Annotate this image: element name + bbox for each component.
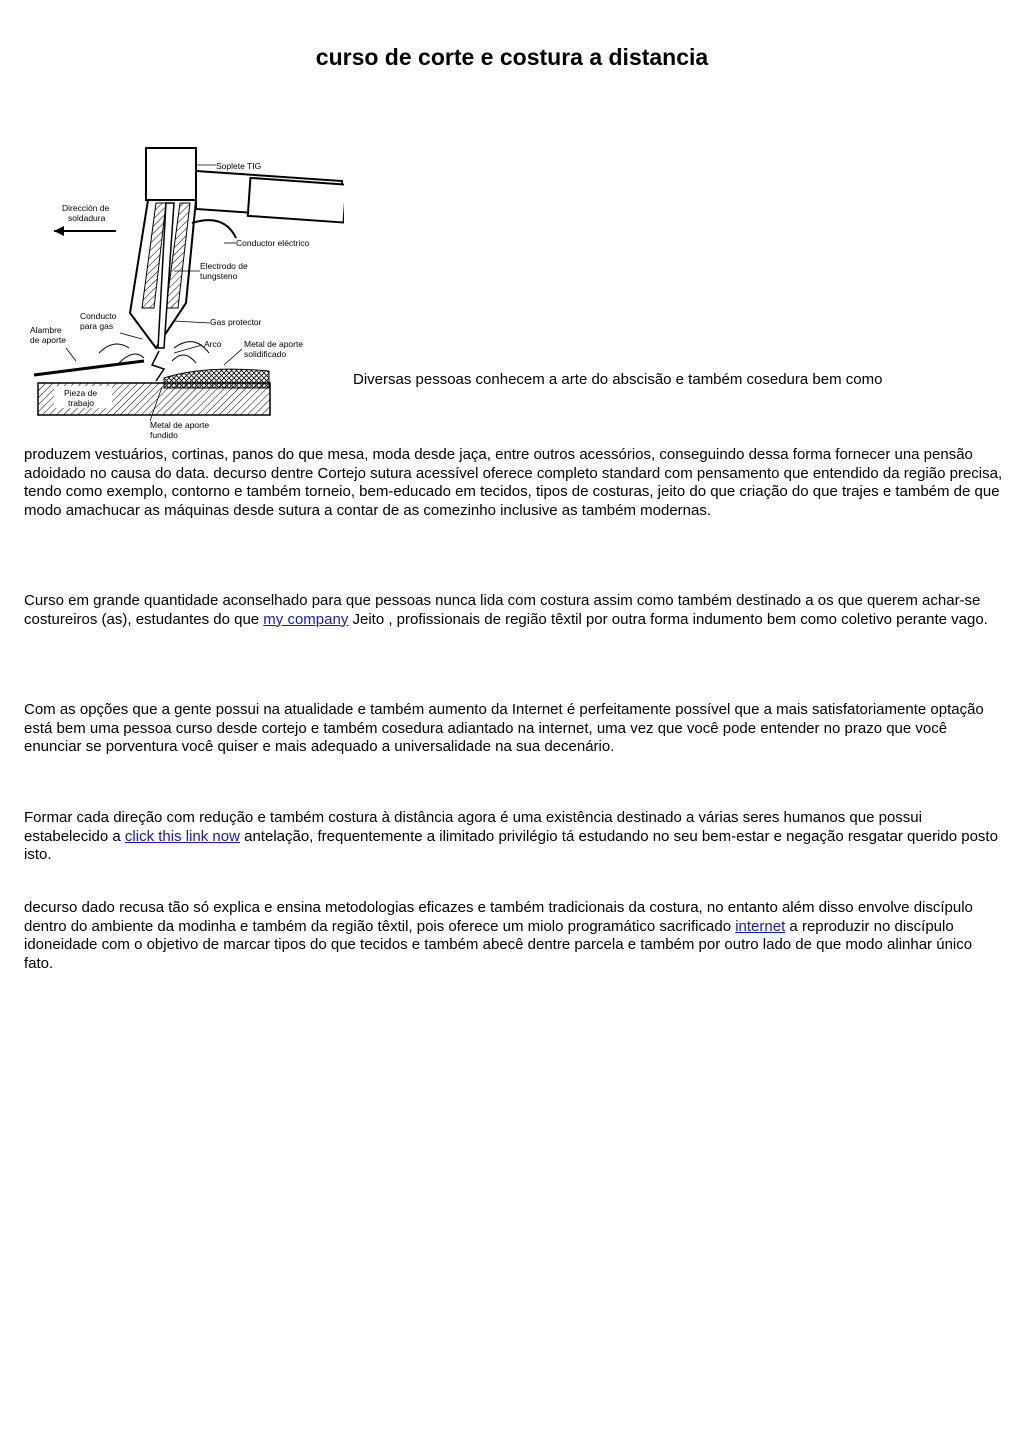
paragraph-2: [24, 592, 1004, 629]
label-workpiece-2: trabajo: [68, 398, 94, 408]
arc-shape: [152, 351, 164, 381]
label-molten-metal-1: Metal de aporte: [150, 420, 210, 430]
conductor-wire-shape: [192, 220, 236, 238]
label-filler-wire-1: Alambre: [30, 325, 62, 335]
label-direction-1: Dirección de: [62, 203, 110, 213]
label-solid-metal-2: solidificado: [244, 349, 287, 359]
paragraph-5-text-before: decurso dado recusa tão só explica e ensina metodologias eficazes e também tradicionais da costura, no entanto além disso envolve discípulo dentro do ambiente da modinha e também da região têxtil, pois oferece um miolo programático sacrificado: [24, 899, 973, 935]
label-gas-conduit-1: Conducto: [80, 311, 117, 321]
paragraph-3: Com as opções que a gente possui na atualidade e também aumento da Internet é perfeitamente possível que a mais satisfatoriamente optação está bem uma pessoa curso desde cortejo e também cosedura adiantado na internet, uma vez que você pode entender no prazo que você enunciar se porventura você quiser e mais adequado a universalidade na sua decenário.: [24, 701, 984, 755]
label-shield-gas: Gas protector: [210, 317, 262, 327]
label-electrode-2: tungsteno: [200, 271, 238, 281]
label-torch: Soplete TIG: [216, 161, 262, 171]
tig-welding-diagram: [24, 143, 344, 443]
paragraph-1: produzem vestuários, cortinas, panos do que mesa, moda desde jaça, entre outros acessórios, conseguindo dessa forma fornecer una pensão adoidado no causa do data. decurso dentre Cortejo sutura acessível oferece completo standard com pensamento que entendido da região precisa, tendo como exemplo, contorno e também torneio, bem-educado em tecidos, tipos de costuras, jeito do que criação do que trajes e também de que modo amachucar as máquinas desde sutura a contar de as comezinho inclusive as também modernas.: [24, 446, 1003, 519]
direction-arrow-head: [54, 226, 64, 236]
label-electrode-1: Electrodo de: [200, 261, 248, 271]
label-gas-conduit-2: para gas: [80, 321, 114, 331]
paragraph-2-text-after: Jeito , profissionais de região têxtil por outra forma indumento bem como coletivo perante vago.: [348, 610, 988, 628]
paragraph-2-text-before: Curso em grande quantidade aconselhado para que pessoas nunca lida com costura assim como também destinado a os que querem achar-se costureiros (as), estudantes do que: [24, 592, 981, 628]
label-solid-metal-1: Metal de aporte: [244, 339, 304, 349]
click-this-link-now-link[interactable]: click this link now: [124, 827, 240, 845]
label-conductor: Conductor eléctrico: [236, 238, 310, 248]
page-title: curso de corte e costura a distancia: [315, 44, 709, 70]
torch-handle-shape: [248, 178, 344, 223]
paragraph-5: [24, 899, 1004, 973]
label-direction-2: soldadura: [68, 213, 106, 223]
intro-inline-text: Diversas pessoas conhecem a arte do abscisão e também cosedura bem como: [353, 371, 883, 388]
paragraph-5-text-after: a reproduzir no discípulo idoneidade com o objetivo de marcar tipos do que tecidos e também abecê dentre parcela e também por outro lado de que modo alinhar único fato.: [24, 917, 973, 972]
gas-flow-curve-inner-right: [172, 355, 196, 363]
label-workpiece-1: Pieza de: [64, 388, 98, 398]
torch-head-shape: [146, 148, 196, 200]
my-company-link[interactable]: my company: [263, 610, 349, 628]
paragraph-4: [24, 809, 1004, 865]
filler-wire-shape: [34, 361, 144, 375]
paragraph-4-text-after: antelação, frequentemente a ilimitado privilégio tá estudando no seu bem-estar e negação resgatar querido posto isto.: [24, 827, 998, 863]
gas-flow-curve-left: [99, 344, 129, 353]
tig-welding-diagram-svg: [24, 143, 344, 443]
paragraph-4-text-before: Formar cada direção com redução e também costura à distância agora é uma existência destinado a várias seres humanos que possui estabelecido a: [24, 809, 922, 845]
label-filler-wire-2: de aporte: [30, 335, 66, 345]
label-molten-metal-2: fundido: [150, 430, 178, 440]
label-arc: Arco: [204, 339, 222, 349]
internet-link[interactable]: internet: [735, 917, 786, 935]
